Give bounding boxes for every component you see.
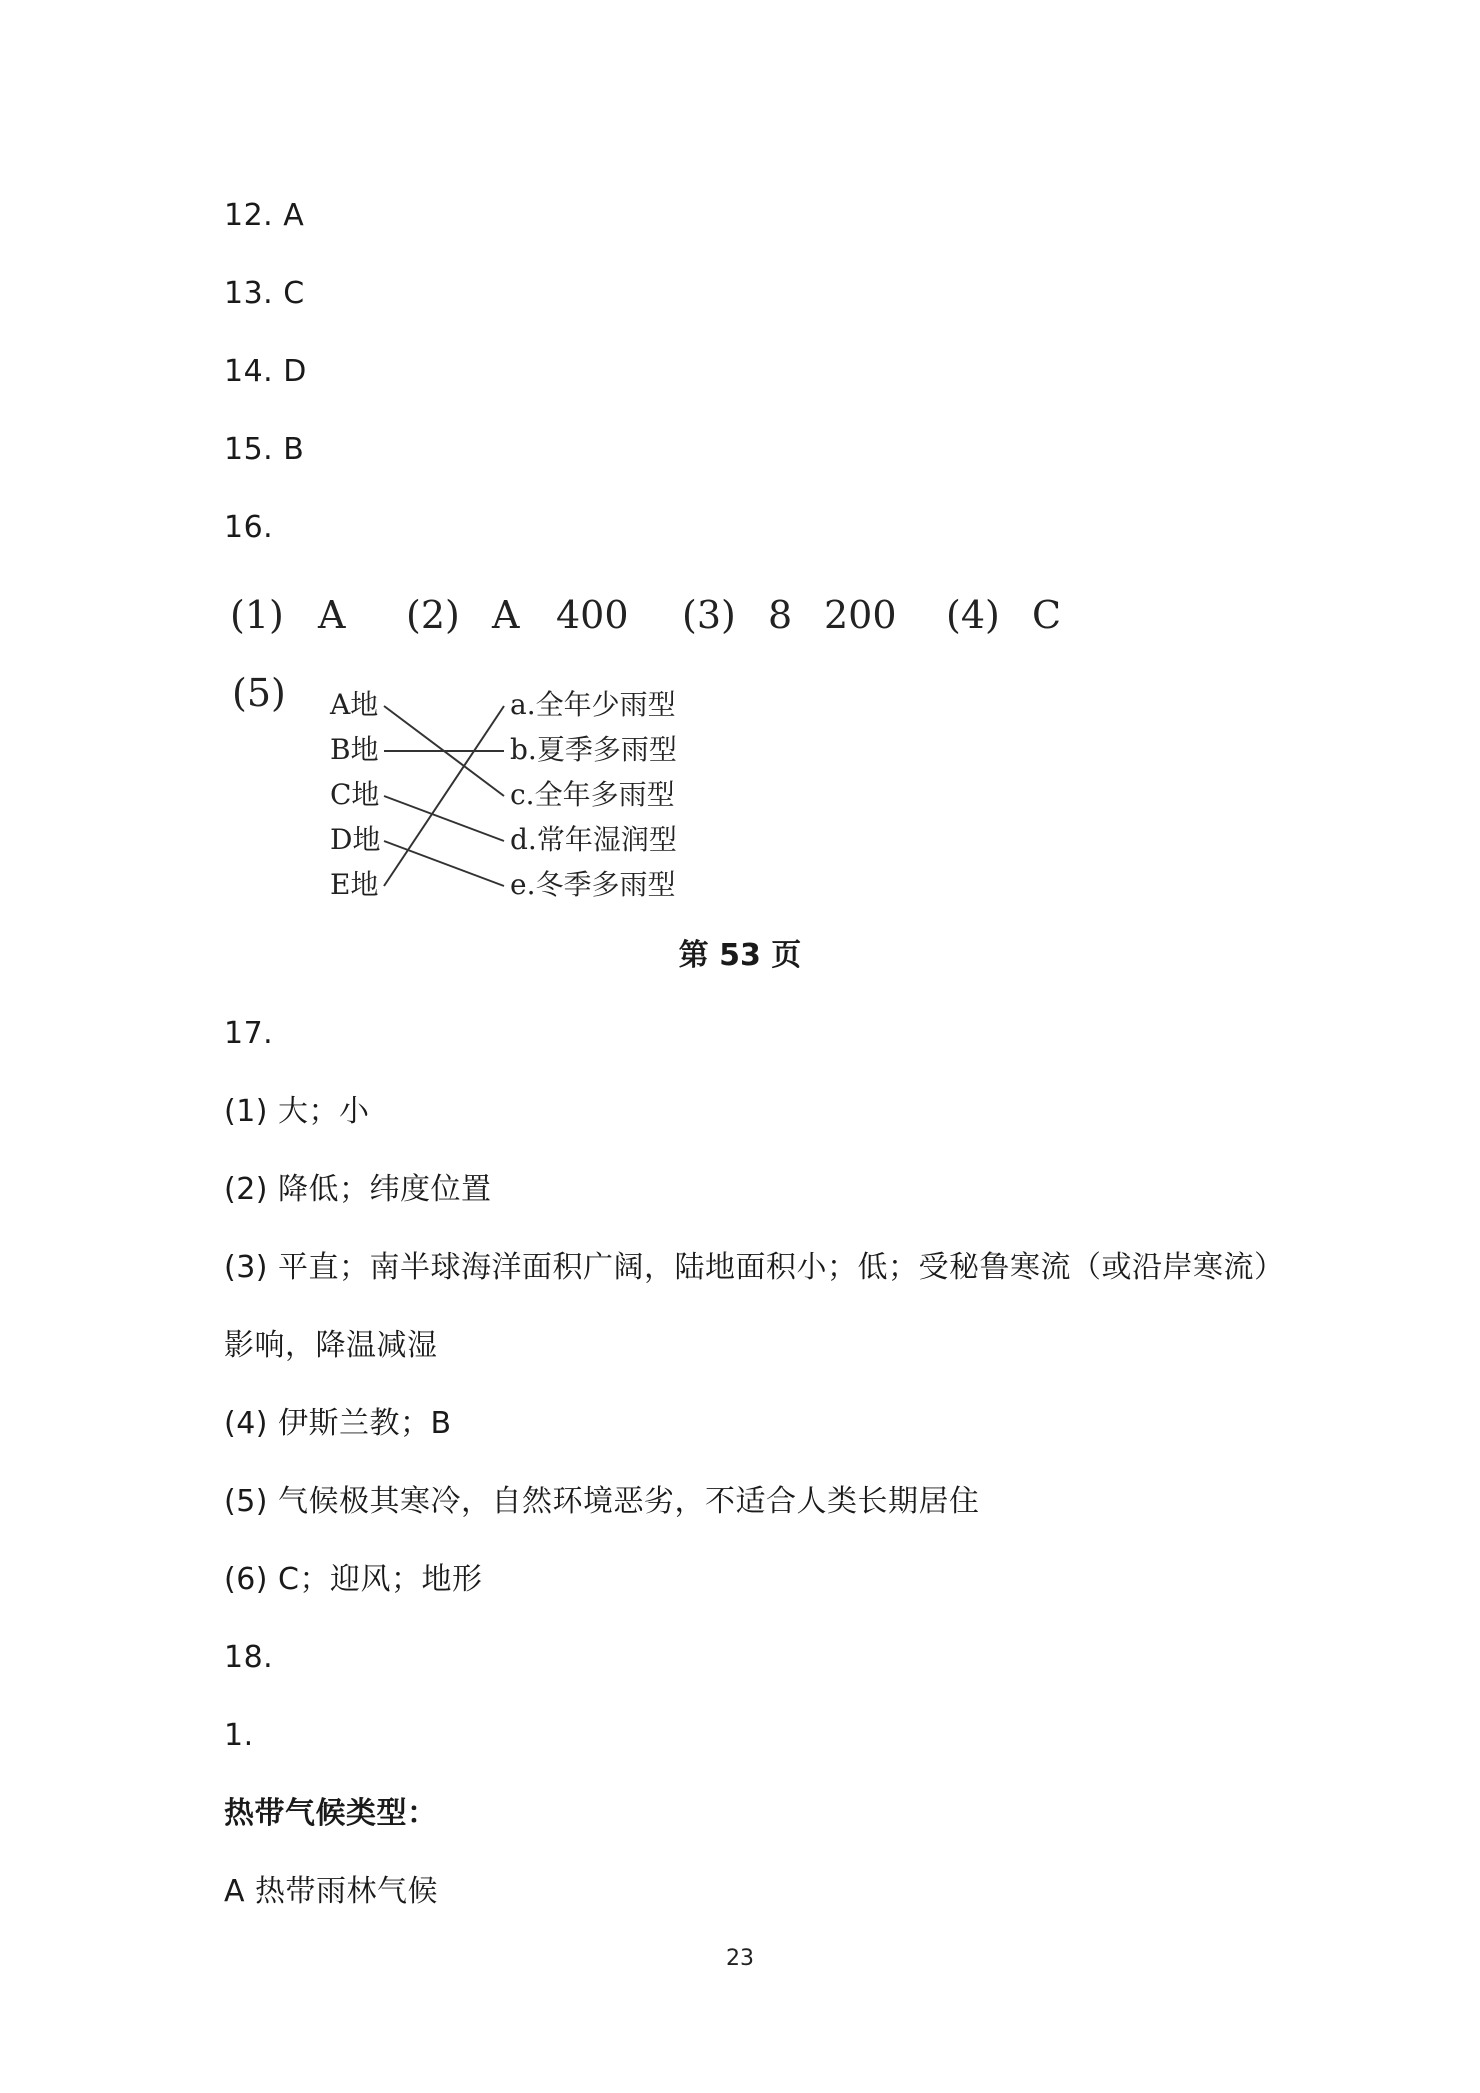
type-c: c.全年多雨型	[510, 778, 675, 811]
answer-15: 15. B	[224, 432, 305, 467]
type-b: b.夏季多雨型	[510, 733, 677, 766]
q16-part1-label: (1)	[230, 593, 284, 637]
q16-part2-value1: A	[492, 593, 520, 637]
matching-diagram	[320, 678, 700, 908]
type-d: d.常年湿润型	[510, 823, 677, 856]
tropical-climate-a: A 热带雨林气候	[224, 1874, 439, 1909]
q16-part5-label: (5)	[232, 671, 286, 715]
answer-17-part6: (6) C；迎风；地形	[224, 1562, 483, 1597]
answer-16-number: 16.	[224, 510, 274, 545]
answer-12: 12. A	[224, 198, 305, 233]
answer-18-number: 18.	[224, 1640, 274, 1675]
q16-part3-label: (3)	[682, 593, 736, 637]
answer-17-part5: (5) 气候极其寒冷，自然环境恶劣，不适合人类长期居住	[224, 1484, 980, 1519]
match-line-c-d	[384, 796, 504, 841]
answer-17-part3-continued: 影响，降温减湿	[224, 1328, 438, 1363]
q16-part3-value1: 8	[768, 593, 793, 637]
q16-part2-label: (2)	[406, 593, 460, 637]
page-number: 23	[726, 1946, 754, 1971]
answer-17-number: 17.	[224, 1016, 274, 1051]
match-line-e-a	[384, 706, 504, 886]
answer-14: 14. D	[224, 354, 307, 389]
answer-17-part3: (3) 平直；南半球海洋面积广阔，陆地面积小；低；受秘鲁寒流（或沿岸寒流）	[224, 1250, 1285, 1285]
q16-part3-value2: 200	[824, 593, 897, 637]
answer-17-part2: (2) 降低；纬度位置	[224, 1172, 492, 1207]
q16-part4-label: (4)	[946, 593, 1000, 637]
type-a: a.全年少雨型	[510, 688, 676, 721]
match-line-d-e	[384, 841, 504, 886]
type-e: e.冬季多雨型	[510, 868, 676, 901]
section-heading: 第 53 页	[678, 938, 802, 973]
place-b: B地	[330, 733, 379, 766]
answer-17-part4: (4) 伊斯兰教；B	[224, 1406, 452, 1441]
q16-part2-value2: 400	[556, 593, 629, 637]
place-a: A地	[330, 688, 379, 721]
answer-13: 13. C	[224, 276, 305, 311]
place-c: C地	[330, 778, 380, 811]
answer-17-part1: (1) 大；小	[224, 1094, 370, 1129]
q16-part1-value: A	[318, 593, 346, 637]
place-e: E地	[330, 868, 379, 901]
place-d: D地	[330, 823, 381, 856]
tropical-climate-heading: 热带气候类型：	[224, 1796, 438, 1831]
q16-part4-value: C	[1032, 593, 1062, 637]
answer-18-part1: 1.	[224, 1718, 254, 1753]
